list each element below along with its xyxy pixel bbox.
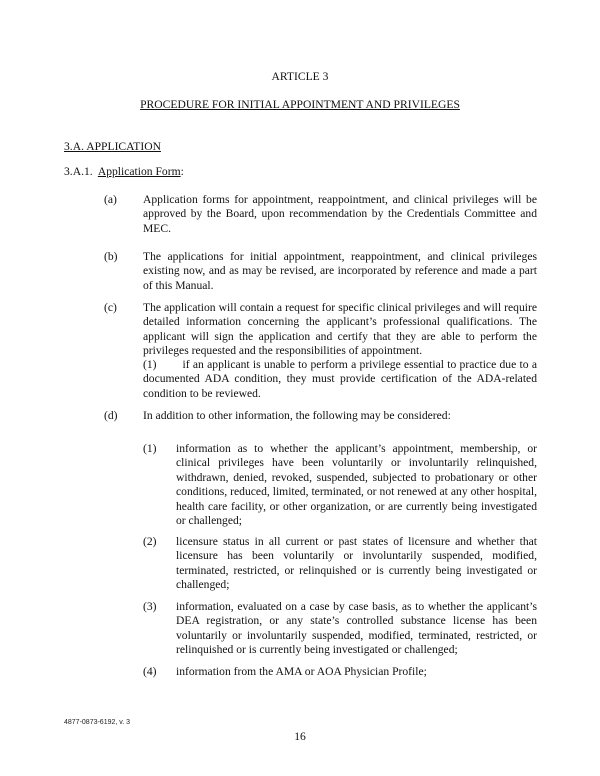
item-b-text: The applications for initial appointment, reappointment, and clinical privileges existing now, and as may be revised, are incorporated by reference and made a part of this Manual. xyxy=(143,250,537,292)
item-d2-text: licensure status in all current or past states of licensure and whether that licensure has been voluntarily or involuntarily suspended, modified, terminated, restricted, or relinquished or is currently being investigated or challenged; xyxy=(176,535,537,592)
subsection-title: Application Form xyxy=(97,165,181,178)
item-b-marker: (b) xyxy=(104,250,118,263)
footer-document-id: 4877-0873-6192, v. 3 xyxy=(64,719,131,726)
item-c-subitem xyxy=(143,358,537,401)
article-title: ARTICLE 3 xyxy=(271,70,329,83)
item-c-sub-text: if an applicant is unable to perform a privilege essential to practice due to a documented ADA condition, they must provide certification of the ADA-related condition to be reviewed. xyxy=(143,358,537,400)
item-d-text: In addition to other information, the following may be considered: xyxy=(143,409,451,422)
item-d4-marker: (4) xyxy=(143,665,157,678)
item-d4-text: information from the AMA or AOA Physician Profile; xyxy=(176,665,427,678)
subsection-heading xyxy=(64,165,184,179)
subsection-number: 3.A.1. xyxy=(64,165,93,178)
article-subtitle: PROCEDURE FOR INITIAL APPOINTMENT AND PRIVILEGES xyxy=(140,98,460,111)
item-d-marker: (d) xyxy=(104,409,118,422)
item-a-text: Application forms for appointment, reappointment, and clinical privileges will be approved by the Board, upon recommendation by the Credentials Committee and MEC. xyxy=(143,193,537,235)
item-a-marker: (a) xyxy=(104,193,117,206)
subsection-colon: : xyxy=(180,165,184,178)
item-d3-marker: (3) xyxy=(143,600,157,613)
item-c-sub-marker: (1) xyxy=(143,358,157,371)
item-d3-text: information, evaluated on a case by case basis, as to whether the applicant’s DEA registration, or any state’s controlled substance license has been voluntarily or involuntarily suspended, modified, terminated, restricted, or relinquished or is currently being investigated or challenged; xyxy=(176,600,537,657)
section-heading: 3.A. APPLICATION xyxy=(64,140,161,153)
page-number: 16 xyxy=(294,730,306,743)
item-d1-marker: (1) xyxy=(143,442,157,455)
item-d2-marker: (2) xyxy=(143,535,157,548)
item-c-text: The application will contain a request for specific clinical privileges and will require detailed information concerning the applicant’s professional qualifications. The applicant will sign the application and certify that they are able to perform the privileges requested and the responsibilities of appointment. xyxy=(143,301,537,358)
item-d1-text: information as to whether the applicant’s appointment, membership, or clinical privileges have been voluntarily or involuntarily relinquished, withdrawn, denied, revoked, suspended, subjected to probationary or other conditions, reduced, limited, terminated, or not renewed at any other hospital, health care facility, or other organization, or are currently being investigated or challenged; xyxy=(176,442,537,528)
item-c-marker: (c) xyxy=(104,301,117,314)
